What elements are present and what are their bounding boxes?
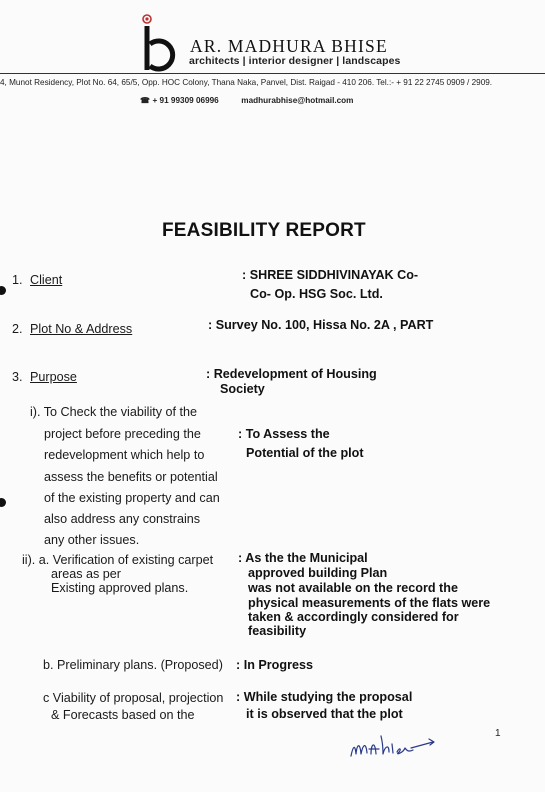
item-i-text: any other issues. [44,533,140,547]
purpose-value: : Redevelopment of Housing [206,367,377,381]
item-i-text: of the existing property and can [44,491,220,505]
item-number: 1. [12,273,23,287]
item-b-label: b. Preliminary plans. (Proposed) [43,658,223,672]
signature [345,726,440,766]
item-number: 2. [12,322,23,336]
item-ii-text: Existing approved plans. [51,581,189,595]
item-ii-value: physical measurements of the flats were [248,596,491,610]
item-i-value-cont: Potential of the plot [246,446,364,460]
punch-hole [0,286,6,295]
item-i-value: : To Assess the [238,427,330,441]
item-i-text: i). To Check the viability of the [30,405,198,419]
phone-number: + 91 99309 06996 [152,96,219,105]
purpose-value-cont: Society [220,382,265,396]
item-number: 3. [12,370,23,384]
contact-line [140,95,353,105]
item-ii-value: feasibility [248,624,307,638]
phone-icon: ☎ [140,96,151,105]
item-c-value: : While studying the proposal [236,690,413,704]
logo-icon [141,14,181,72]
report-title: FEASIBILITY REPORT [162,220,366,241]
item-ii-value: was not available on the record the [248,581,458,595]
page-number: 1 [495,728,501,739]
firm-name: AR. MADHURA BHISE [190,36,388,56]
client-value: : SHREE SIDDHIVINAYAK Co- [242,268,419,282]
plot-label: Plot No & Address [30,322,133,336]
item-ii-value: taken & accordingly considered for [248,610,459,624]
item-i-text: assess the benefits or potential [44,470,218,484]
item-ii-value: : As the the Municipal [238,551,368,565]
item-i-text: redevelopment which help to [44,448,205,462]
item-i-text: project before preceding the [44,427,201,441]
header-divider [0,73,545,74]
plot-value: : Survey No. 100, Hissa No. 2A , PART [208,318,434,332]
item-c-text: & Forecasts based on the [51,708,195,722]
purpose-label: Purpose [30,370,77,384]
firm-address: 4, Munot Residency, Plot No. 64, 65/5, Opp. HOC Colony, Thana Naka, Panvel, Dist. Raigad - 410 206. Tel.:- + 91 22 2745 0909 / 2909. [0,78,493,87]
item-i-text: also address any constrains [44,512,201,526]
item-c-value: it is observed that the plot [246,707,403,721]
item-c-text: c Viability of proposal, projection [43,691,224,705]
client-value-cont: Co- Op. HSG Soc. Ltd. [250,287,383,301]
firm-tagline: architects | interior designer | landscapes [189,55,401,67]
item-ii-value: approved building Plan [248,566,388,580]
email-address: madhurabhise@hotmail.com [241,96,354,105]
item-ii-text: areas as per [51,567,122,581]
item-b-value: : In Progress [236,658,313,672]
client-label: Client [30,273,63,287]
item-ii-text: ii). a. Verification of existing carpet [22,553,214,567]
punch-hole [0,498,6,507]
